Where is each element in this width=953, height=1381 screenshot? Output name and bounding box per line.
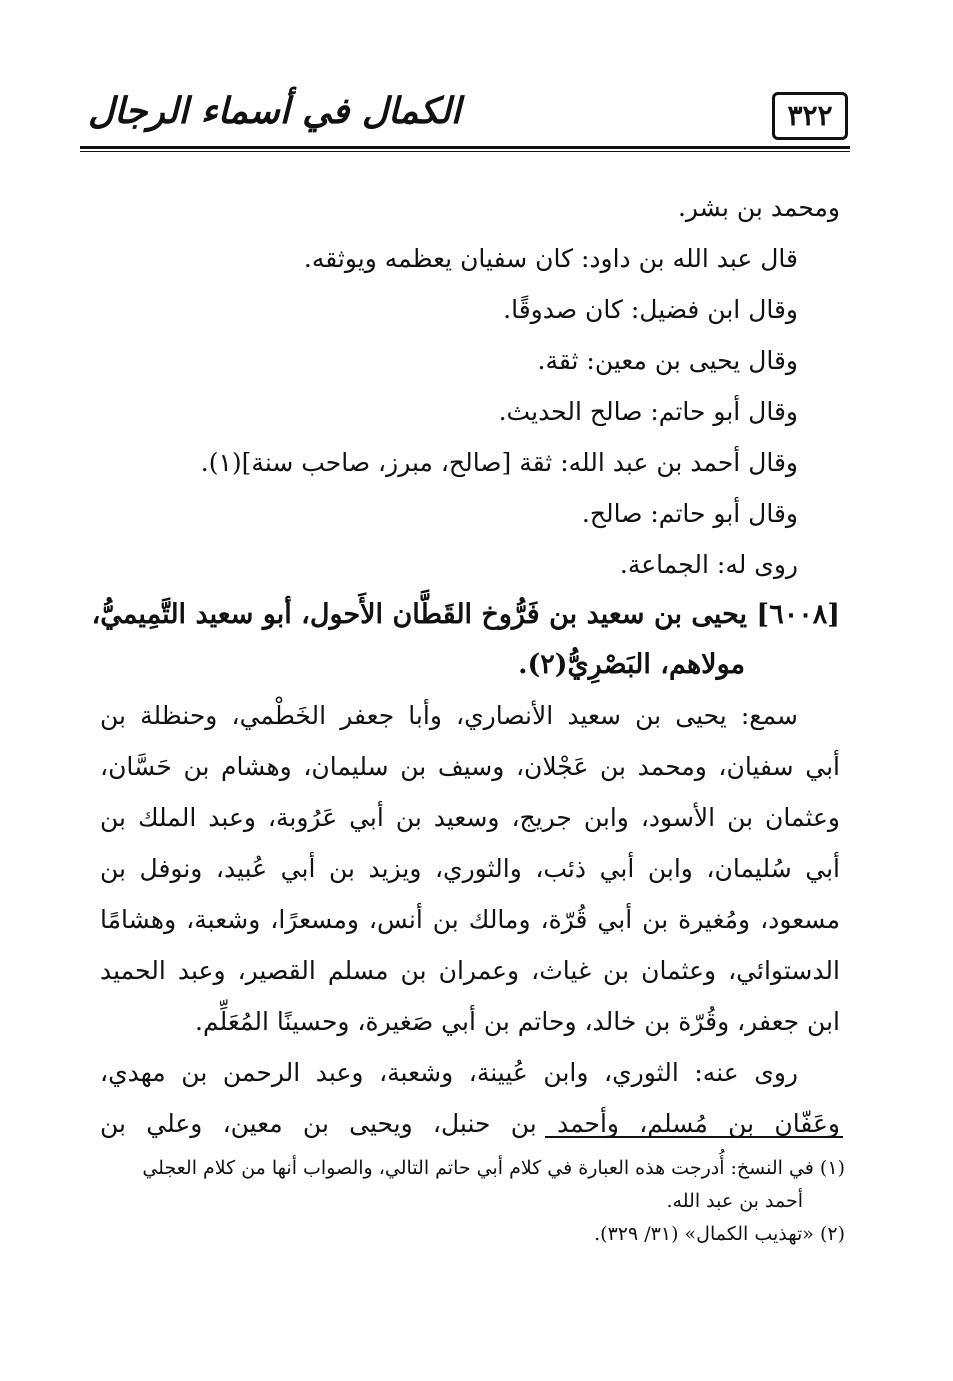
header-rule [80, 146, 850, 152]
footnote-1-continuation: أحمد بن عبد الله. [666, 1190, 803, 1212]
text-line: قال عبد الله بن داود: كان سفيان يعظمه ويوثقه. [303, 244, 798, 273]
running-title: الكمال في أسماء الرجال [88, 90, 461, 132]
main-text [91, 182, 841, 1149]
paragraph-line: روى عنه: الثوري، وابن عُيينة، وشعبة، وعبد الرحمن بن مهدي، [100, 1058, 798, 1087]
text-line: روى له: الجماعة. [619, 550, 798, 579]
page-number: ٣٢٢ [772, 92, 848, 140]
paragraph-line: وعَفّان بن مُسلم، وأحمد بن حنبل، ويحيى بن معين، وعلي بن [100, 1109, 840, 1138]
footnote-1: (١) في النسخ: أُدرجت هذه العبارة في كلام أبي حاتم التالي، والصواب أنها من كلام العجلي [142, 1157, 845, 1179]
paragraph-line: مسعود، ومُغيرة بن أبي قُرّة، ومالك بن أنس، ومسعرًا، وشعبة، وهشامًا [100, 905, 840, 934]
footnote-separator [545, 1136, 843, 1138]
text-line: ومحمد بن بشر. [677, 193, 840, 222]
paragraph-line: سمع: يحيى بن سعيد الأنصاري، وأبا جعفر الخَطْمي، وحنظلة بن [100, 701, 798, 730]
text-line: وقال أحمد بن عبد الله: ثقة [صالح، مبرز، صاحب سنة](١). [200, 448, 798, 477]
footnote-2: (٢) «تهذيب الكمال» (٣١/ ٣٢٩). [594, 1223, 845, 1245]
entry-title: مولاهم، البَصْرِيُّ(٢). [518, 649, 745, 680]
paragraph-line: ابن جعفر، وقُرّة بن خالد، وحاتم بن أبي صَغيرة، وحسينًا المُعَلِّم. [195, 1007, 840, 1036]
text-line: وقال أبو حاتم: صالح. [581, 499, 798, 528]
paragraph-line: الدستوائي، وعثمان بن غياث، وعمران بن مسلم القصير، وعبد الحميد [100, 956, 841, 985]
footnotes [100, 1152, 845, 1251]
text-line: وقال أبو حاتم: صالح الحديث. [498, 397, 798, 426]
paragraph-line: أبي سفيان، ومحمد بن عَجْلان، وسيف بن سليمان، وهشام بن حَسَّان، [100, 752, 840, 781]
paragraph-line: وعثمان بن الأسود، وابن جريج، وسعيد بن أبي عَرُوبة، وعبد الملك بن [100, 803, 840, 832]
entry-title: [٦٠٠٨] يحيى بن سعيد بن فَرُّوخ القَطَّان الأَحول، أبو سعيد التَّمِيميُّ، [91, 599, 840, 630]
paragraph-line: أبي سُليمان، وابن أبي ذئب، والثوري، ويزيد بن أبي عُبيد، ونوفل بن [100, 854, 840, 883]
page-header [80, 88, 850, 160]
text-line: وقال ابن فضيل: كان صدوقًا. [503, 295, 798, 324]
text-line: وقال يحيى بن معين: ثقة. [537, 346, 798, 375]
